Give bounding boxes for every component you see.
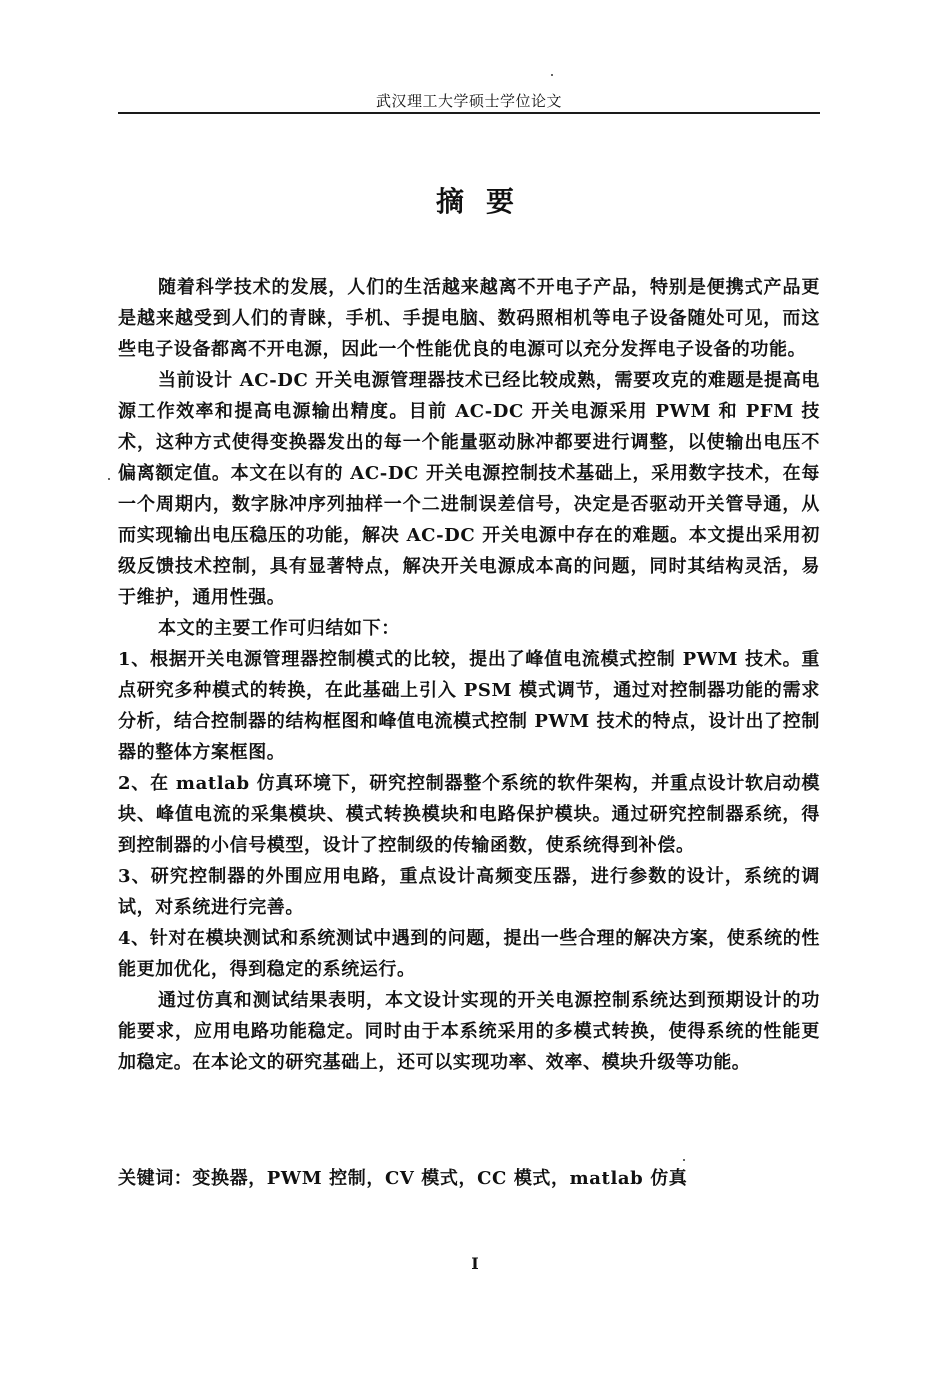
paragraph-summary-lead: 本文的主要工作可归结如下： — [158, 618, 400, 639]
keywords-line: 关键词：变换器，PWM 控制，CV 模式，CC 模式，matlab 仿真 — [118, 1168, 688, 1189]
header-rule — [118, 112, 820, 114]
section-title: 摘要 — [435, 185, 536, 218]
abstract-body — [118, 272, 820, 1078]
page-number: I — [471, 1254, 479, 1273]
paragraph-item-1: 1、根据开关电源管理器控制模式的比较，提出了峰值电流模式控制 PWM 技术。重点研究多种模式的转换，在此基础上引入 PSM 模式调节，通过对控制器功能的需求分析，结合控制器的结构框图和峰值电流模式控制 PWM 技术的特点，设计出了控制器的整体方案框图。 — [118, 649, 820, 763]
scan-speck — [683, 1159, 685, 1161]
running-header: 武汉理工大学硕士学位论文 — [375, 92, 562, 110]
paragraph-intro: 随着科学技术的发展，人们的生活越来越离不开电子产品，特别是便携式产品更是越来越受到人们的青睐，手机、手提电脑、数码照相机等电子设备随处可见，而这些电子设备都离不开电源，因此一个性能优良的电源可以充分发挥电子设备的功能。 — [118, 277, 820, 360]
paragraph-item-4: 4、针对在模块测试和系统测试中遇到的问题，提出一些合理的解决方案，使系统的性能更加优化，得到稳定的系统运行。 — [118, 928, 820, 980]
scan-speck — [551, 74, 553, 76]
scan-speck — [108, 478, 110, 480]
paragraph-conclusion: 通过仿真和测试结果表明，本文设计实现的开关电源控制系统达到预期设计的功能要求，应用电路功能稳定。同时由于本系统采用的多模式转换，使得系统的性能更加稳定。在本论文的研究基础上，还可以实现功率、效率、模块升级等功能。 — [118, 990, 820, 1073]
paragraph-item-3: 3、研究控制器的外围应用电路，重点设计高频变压器，进行参数的设计，系统的调试，对系统进行完善。 — [118, 866, 820, 918]
paragraph-background: 当前设计 AC-DC 开关电源管理器技术已经比较成熟，需要攻克的难题是提高电源工作效率和提高电源输出精度。目前 AC-DC 开关电源采用 PWM 和 PFM 技术，这种方式使得变换器发出的每一个能量驱动脉冲都要进行调整，以使输出电压不偏离额定值。本文在以有的 AC-DC 开关电源控制技术基础上，采用数字技术，在每一个周期内，数字脉冲序列抽样一个二进制误差信号，决定是否驱动开关管导通，从而实现输出电压稳压的功能，解决 AC-DC 开关电源中存在的难题。本文提出采用初级反馈技术控制，具有显著特点，解决开关电源成本高的问题，同时其结构灵活，易于维护，通用性强。 — [118, 370, 820, 608]
paragraph-item-2: 2、在 matlab 仿真环境下，研究控制器整个系统的软件架构，并重点设计软启动模块、峰值电流的采集模块、模式转换模块和电路保护模块。通过研究控制器系统，得到控制器的小信号模型，设计了控制级的传输函数，使系统得到补偿。 — [118, 773, 820, 856]
